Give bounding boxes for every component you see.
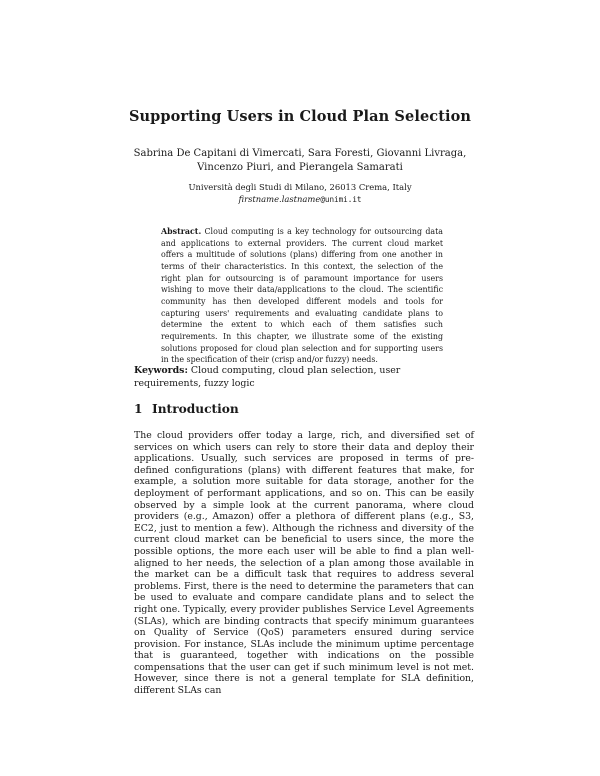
email-local-part: firstname.lastname [238,194,321,204]
affiliation-block [0,181,600,206]
affiliation: Università degli Studi di Milano, 26013 Crema, Italy [188,182,412,192]
author-email [0,193,600,206]
abstract-label: Abstract. [161,227,202,236]
abstract-text: Cloud computing is a key technology for outsourcing data and applications to external providers. The current cloud market offers a multitude of solutions (plans) differing from one another in terms of their characteristics. In this context, the selection of the right plan for outsourcing is of paramount importance for users wishing to move their data/applications to the cloud. The scientific community has then developed different models and tools for capturing users' requirements and evaluating candidate plans to determine the extent to which each of them satisfies such requirements. In this chapter, we illustrate some of the existing solutions proposed for cloud plan selection and for supporting users in the specification of their (crisp and/or fuzzy) needs. [161,227,443,365]
keywords-label: Keywords: [134,365,188,376]
section-title: Introduction [152,402,239,416]
authors-line-1: Sabrina De Capitani di Vimercati, Sara Foresti, Giovanni Livraga, [133,148,467,159]
paper-title: Supporting Users in Cloud Plan Selection [128,108,472,125]
keywords-text: Cloud computing, cloud plan selection, user requirements, fuzzy logic [134,365,401,389]
keywords [134,365,470,390]
body-paragraph: The cloud providers offer today a large, rich, and diversified set of services on which users can rely to store their data and deploy their applications. Usually, such services are proposed in terms of pre-defined configurations (plans) with different features that make, for example, a solution more suitable for data storage, another for the deployment of performant applications, and so on. This can be easily observed by a simple look at the current panorama, where cloud providers (e.g., Amazon) offer a plethora of different plans (e.g., S3, EC2, just to mention a few). Although the richness and diversity of the current cloud market can be beneficial to users since, the more the possible options, the more each user will be able to find a plan well-aligned to her needs, the selection of a plan among those available in the market can be a difficult task that requires to address several problems. First, there is the need to determine the parameters that can be used to evaluate and compare candidate plans and to select the right one. Typically, every provider publishes Service Level Agreements (SLAs), which are binding contracts that specify minimum guarantees on Quality of Service (QoS) parameters ensured during service provision. For instance, SLAs include the minimum uptime percentage that is guaranteed, together with indications on the possible compensations that the user can get if such minimum level is not met. However, since there is not a general template for SLA definition, different SLAs can [134,430,474,697]
section-number: 1 [134,402,143,416]
email-domain: @unimi.it [320,195,362,204]
abstract [161,226,443,366]
authors-line-2: Vincenzo Piuri, and Pierangela Samarati [197,162,403,173]
section-heading [134,402,470,416]
author-list [0,147,600,175]
